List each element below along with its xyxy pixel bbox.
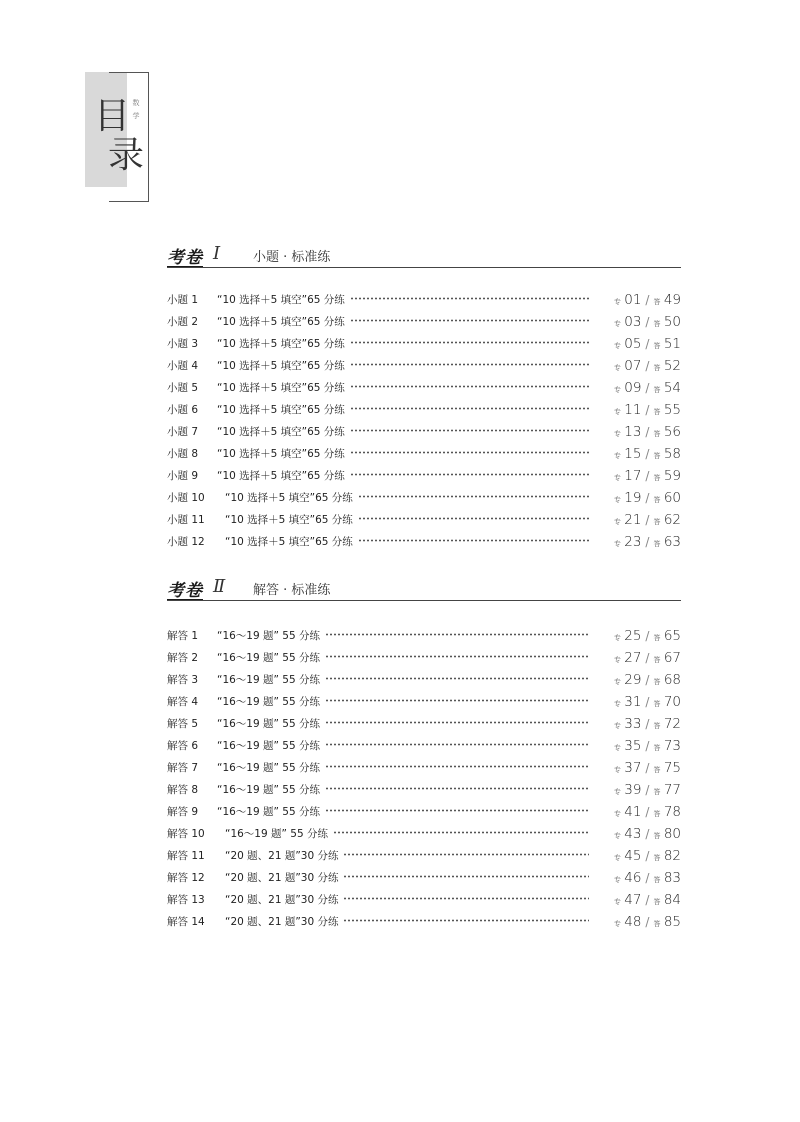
dot-leader bbox=[325, 786, 589, 791]
page-separator: / bbox=[645, 447, 650, 461]
da-marker: 答 bbox=[653, 656, 661, 664]
toc-entry[interactable] bbox=[167, 443, 681, 465]
question-page: 47 bbox=[624, 892, 642, 908]
zhuan-marker: 专 bbox=[613, 518, 621, 526]
entry-pages bbox=[593, 355, 681, 379]
toc-entry[interactable] bbox=[167, 311, 681, 333]
question-page: 48 bbox=[624, 914, 642, 930]
entry-title: “16～19 题” 55 分练 bbox=[217, 625, 323, 647]
entry-pages bbox=[593, 509, 681, 533]
answer-page: 51 bbox=[663, 336, 681, 352]
toc-entry[interactable] bbox=[167, 889, 681, 911]
zhuan-marker: 专 bbox=[613, 920, 621, 928]
zhuan-marker: 专 bbox=[613, 540, 621, 548]
section-label: 考卷 bbox=[167, 581, 203, 601]
dot-leader bbox=[350, 450, 589, 455]
entry-id: 解答 4 bbox=[167, 696, 199, 708]
entry-title: “20 题、21 题”30 分练 bbox=[225, 867, 341, 889]
entry-title: “10 选择＋5 填空”65 分练 bbox=[217, 377, 348, 399]
entry-id: 解答 5 bbox=[167, 718, 199, 730]
entry-pages bbox=[593, 801, 681, 825]
question-page: 01 bbox=[624, 292, 642, 308]
dot-leader bbox=[343, 852, 589, 857]
answer-page: 77 bbox=[663, 782, 681, 798]
answer-page: 72 bbox=[663, 716, 681, 732]
section-title: 小题 · 标准练 bbox=[253, 250, 331, 265]
entry-title: “10 选择＋5 填空”65 分练 bbox=[217, 311, 348, 333]
entry-title: “10 选择＋5 填空”65 分练 bbox=[217, 289, 348, 311]
dot-leader bbox=[350, 296, 589, 301]
zhuan-marker: 专 bbox=[613, 496, 621, 504]
entry-title: “10 选择＋5 填空”65 分练 bbox=[225, 487, 356, 509]
entry-id: 解答 10 bbox=[167, 828, 205, 840]
toc-entry[interactable] bbox=[167, 779, 681, 801]
toc-entry[interactable] bbox=[167, 355, 681, 377]
entry-title: “20 题、21 题”30 分练 bbox=[225, 845, 341, 867]
answer-page: 80 bbox=[663, 826, 681, 842]
toc-entry[interactable] bbox=[167, 801, 681, 823]
page-separator: / bbox=[645, 491, 650, 505]
toc-entry[interactable] bbox=[167, 625, 681, 647]
toc-title-char-2: 录 bbox=[108, 135, 145, 176]
question-page: 43 bbox=[624, 826, 642, 842]
question-page: 15 bbox=[624, 446, 642, 462]
entry-id: 小题 6 bbox=[167, 404, 199, 416]
answer-page: 70 bbox=[663, 694, 681, 710]
entry-title: “10 选择＋5 填空”65 分练 bbox=[217, 399, 348, 421]
entry-id: 小题 1 bbox=[167, 294, 199, 306]
da-marker: 答 bbox=[653, 810, 661, 818]
toc-entry[interactable] bbox=[167, 531, 681, 553]
entry-id: 解答 8 bbox=[167, 784, 199, 796]
zhuan-marker: 专 bbox=[613, 832, 621, 840]
zhuan-marker: 专 bbox=[613, 854, 621, 862]
entry-id: 解答 2 bbox=[167, 652, 199, 664]
zhuan-marker: 专 bbox=[613, 876, 621, 884]
dot-leader bbox=[325, 676, 589, 681]
page-separator: / bbox=[645, 849, 650, 863]
entry-pages bbox=[593, 867, 681, 891]
zhuan-marker: 专 bbox=[613, 898, 621, 906]
question-page: 09 bbox=[624, 380, 642, 396]
entry-pages bbox=[593, 531, 681, 555]
da-marker: 答 bbox=[653, 430, 661, 438]
da-marker: 答 bbox=[653, 364, 661, 372]
answer-page: 59 bbox=[663, 468, 681, 484]
toc-title-char-1: 目 bbox=[94, 96, 131, 137]
toc-entry[interactable] bbox=[167, 421, 681, 443]
da-marker: 答 bbox=[653, 876, 661, 884]
question-page: 11 bbox=[624, 402, 642, 418]
da-marker: 答 bbox=[653, 898, 661, 906]
section-roman: Ⅰ bbox=[213, 243, 221, 264]
entry-pages bbox=[593, 377, 681, 401]
page-separator: / bbox=[645, 425, 650, 439]
da-marker: 答 bbox=[653, 452, 661, 460]
question-page: 17 bbox=[624, 468, 642, 484]
dot-leader bbox=[358, 494, 589, 499]
dot-leader bbox=[325, 654, 589, 659]
da-marker: 答 bbox=[653, 408, 661, 416]
entry-id: 小题 10 bbox=[167, 492, 205, 504]
dot-leader bbox=[350, 340, 589, 345]
entry-title: “10 选择＋5 填空”65 分练 bbox=[217, 421, 348, 443]
dot-leader bbox=[343, 918, 589, 923]
toc-entry[interactable] bbox=[167, 509, 681, 531]
question-page: 35 bbox=[624, 738, 642, 754]
entry-id: 解答 1 bbox=[167, 630, 199, 642]
zhuan-marker: 专 bbox=[613, 320, 621, 328]
page-separator: / bbox=[645, 315, 650, 329]
entry-title: “20 题、21 题”30 分练 bbox=[225, 889, 341, 911]
question-page: 07 bbox=[624, 358, 642, 374]
page-separator: / bbox=[645, 871, 650, 885]
entry-title: “10 选择＋5 填空”65 分练 bbox=[225, 531, 356, 553]
zhuan-marker: 专 bbox=[613, 700, 621, 708]
zhuan-marker: 专 bbox=[613, 766, 621, 774]
toc-entry[interactable] bbox=[167, 399, 681, 421]
zhuan-marker: 专 bbox=[613, 386, 621, 394]
entry-id: 解答 3 bbox=[167, 674, 199, 686]
page-separator: / bbox=[645, 827, 650, 841]
dot-leader bbox=[325, 742, 589, 747]
toc-entry[interactable] bbox=[167, 713, 681, 735]
dot-leader bbox=[350, 362, 589, 367]
entry-pages bbox=[593, 845, 681, 869]
zhuan-marker: 专 bbox=[613, 452, 621, 460]
dot-leader bbox=[343, 874, 589, 879]
page-separator: / bbox=[645, 805, 650, 819]
page-separator: / bbox=[645, 717, 650, 731]
entry-title: “20 题、21 题”30 分练 bbox=[225, 911, 341, 933]
answer-page: 62 bbox=[663, 512, 681, 528]
toc-entry[interactable] bbox=[167, 647, 681, 669]
answer-page: 56 bbox=[663, 424, 681, 440]
dot-leader bbox=[325, 808, 589, 813]
entry-id: 解答 11 bbox=[167, 850, 205, 862]
entry-id: 小题 3 bbox=[167, 338, 199, 350]
da-marker: 答 bbox=[653, 634, 661, 642]
page-separator: / bbox=[645, 783, 650, 797]
dot-leader bbox=[350, 406, 589, 411]
answer-page: 60 bbox=[663, 490, 681, 506]
entry-pages bbox=[593, 889, 681, 913]
page-separator: / bbox=[645, 359, 650, 373]
da-marker: 答 bbox=[653, 744, 661, 752]
entry-pages bbox=[593, 487, 681, 511]
entry-pages bbox=[593, 757, 681, 781]
answer-page: 83 bbox=[663, 870, 681, 886]
entry-title: “10 选择＋5 填空”65 分练 bbox=[217, 465, 348, 487]
entry-id: 小题 11 bbox=[167, 514, 205, 526]
da-marker: 答 bbox=[653, 854, 661, 862]
page-separator: / bbox=[645, 695, 650, 709]
page-separator: / bbox=[645, 739, 650, 753]
dot-leader bbox=[343, 896, 589, 901]
entry-pages bbox=[593, 713, 681, 737]
subject-label: 数学 bbox=[132, 99, 140, 120]
entry-title: “10 选择＋5 填空”65 分练 bbox=[217, 443, 348, 465]
da-marker: 答 bbox=[653, 342, 661, 350]
question-page: 25 bbox=[624, 628, 642, 644]
question-page: 39 bbox=[624, 782, 642, 798]
da-marker: 答 bbox=[653, 496, 661, 504]
entry-title: “16～19 题” 55 分练 bbox=[217, 669, 323, 691]
section-title: 解答 · 标准练 bbox=[253, 583, 331, 598]
entry-title: “10 选择＋5 填空”65 分练 bbox=[217, 355, 348, 377]
answer-page: 54 bbox=[663, 380, 681, 396]
page-separator: / bbox=[645, 761, 650, 775]
da-marker: 答 bbox=[653, 540, 661, 548]
page-separator: / bbox=[645, 337, 650, 351]
answer-page: 75 bbox=[663, 760, 681, 776]
section-header-1 bbox=[167, 243, 681, 268]
zhuan-marker: 专 bbox=[613, 678, 621, 686]
page-separator: / bbox=[645, 915, 650, 929]
entry-id: 小题 2 bbox=[167, 316, 199, 328]
toc-entry[interactable] bbox=[167, 669, 681, 691]
entry-title: “10 选择＋5 填空”65 分练 bbox=[225, 509, 356, 531]
entry-pages bbox=[593, 399, 681, 423]
dot-leader bbox=[350, 384, 589, 389]
entry-title: “16～19 题” 55 分练 bbox=[217, 691, 323, 713]
toc-entry[interactable] bbox=[167, 867, 681, 889]
toc-entry[interactable] bbox=[167, 735, 681, 757]
da-marker: 答 bbox=[653, 298, 661, 306]
dot-leader bbox=[325, 720, 589, 725]
toc-entry[interactable] bbox=[167, 487, 681, 509]
entry-id: 解答 6 bbox=[167, 740, 199, 752]
da-marker: 答 bbox=[653, 832, 661, 840]
page-separator: / bbox=[645, 381, 650, 395]
question-page: 05 bbox=[624, 336, 642, 352]
entry-id: 解答 9 bbox=[167, 806, 199, 818]
question-page: 46 bbox=[624, 870, 642, 886]
da-marker: 答 bbox=[653, 722, 661, 730]
answer-page: 85 bbox=[663, 914, 681, 930]
answer-page: 68 bbox=[663, 672, 681, 688]
da-marker: 答 bbox=[653, 700, 661, 708]
entry-title: “16～19 题” 55 分练 bbox=[217, 713, 323, 735]
entry-pages bbox=[593, 779, 681, 803]
dot-leader bbox=[350, 318, 589, 323]
question-page: 41 bbox=[624, 804, 642, 820]
entry-id: 小题 12 bbox=[167, 536, 205, 548]
dot-leader bbox=[358, 516, 589, 521]
zhuan-marker: 专 bbox=[613, 364, 621, 372]
entry-title: “16～19 题” 55 分练 bbox=[217, 801, 323, 823]
entry-title: “16～19 题” 55 分练 bbox=[217, 779, 323, 801]
toc-entry[interactable] bbox=[167, 823, 681, 845]
entry-title: “10 选择＋5 填空”65 分练 bbox=[217, 333, 348, 355]
entry-id: 解答 14 bbox=[167, 916, 205, 928]
answer-page: 63 bbox=[663, 534, 681, 550]
answer-page: 50 bbox=[663, 314, 681, 330]
toc-entry[interactable] bbox=[167, 911, 681, 933]
dot-leader bbox=[325, 632, 589, 637]
zhuan-marker: 专 bbox=[613, 342, 621, 350]
question-page: 19 bbox=[624, 490, 642, 506]
toc-entry[interactable] bbox=[167, 757, 681, 779]
da-marker: 答 bbox=[653, 766, 661, 774]
toc-entry[interactable] bbox=[167, 465, 681, 487]
answer-page: 49 bbox=[663, 292, 681, 308]
question-page: 03 bbox=[624, 314, 642, 330]
entry-pages bbox=[593, 625, 681, 649]
entry-pages bbox=[593, 691, 681, 715]
entry-pages bbox=[593, 443, 681, 467]
entry-id: 解答 12 bbox=[167, 872, 205, 884]
zhuan-marker: 专 bbox=[613, 634, 621, 642]
zhuan-marker: 专 bbox=[613, 474, 621, 482]
zhuan-marker: 专 bbox=[613, 408, 621, 416]
zhuan-marker: 专 bbox=[613, 744, 621, 752]
entry-pages bbox=[593, 311, 681, 335]
entry-title: “16～19 题” 55 分练 bbox=[225, 823, 331, 845]
answer-page: 78 bbox=[663, 804, 681, 820]
entry-id: 小题 7 bbox=[167, 426, 199, 438]
answer-page: 82 bbox=[663, 848, 681, 864]
page-separator: / bbox=[645, 469, 650, 483]
question-page: 29 bbox=[624, 672, 642, 688]
zhuan-marker: 专 bbox=[613, 430, 621, 438]
section-label: 考卷 bbox=[167, 248, 203, 268]
da-marker: 答 bbox=[653, 788, 661, 796]
entry-id: 小题 9 bbox=[167, 470, 199, 482]
page-separator: / bbox=[645, 403, 650, 417]
dot-leader bbox=[325, 764, 589, 769]
da-marker: 答 bbox=[653, 320, 661, 328]
dot-leader bbox=[333, 830, 589, 835]
entry-id: 小题 4 bbox=[167, 360, 199, 372]
toc-entry[interactable] bbox=[167, 691, 681, 713]
answer-page: 73 bbox=[663, 738, 681, 754]
dot-leader bbox=[358, 538, 589, 543]
answer-page: 55 bbox=[663, 402, 681, 418]
dot-leader bbox=[350, 472, 589, 477]
toc-entry[interactable] bbox=[167, 289, 681, 311]
zhuan-marker: 专 bbox=[613, 298, 621, 306]
answer-page: 65 bbox=[663, 628, 681, 644]
section-roman: Ⅱ bbox=[213, 576, 226, 597]
entry-id: 小题 8 bbox=[167, 448, 199, 460]
toc-entry[interactable] bbox=[167, 845, 681, 867]
question-page: 27 bbox=[624, 650, 642, 666]
page-separator: / bbox=[645, 535, 650, 549]
entry-title: “16～19 题” 55 分练 bbox=[217, 757, 323, 779]
page-separator: / bbox=[645, 893, 650, 907]
entry-pages bbox=[593, 647, 681, 671]
toc-entry[interactable] bbox=[167, 377, 681, 399]
toc-entry[interactable] bbox=[167, 333, 681, 355]
section-header-2 bbox=[167, 576, 681, 601]
entry-id: 解答 13 bbox=[167, 894, 205, 906]
entry-id: 解答 7 bbox=[167, 762, 199, 774]
da-marker: 答 bbox=[653, 386, 661, 394]
page-separator: / bbox=[645, 293, 650, 307]
question-page: 23 bbox=[624, 534, 642, 550]
toc-list-1 bbox=[167, 289, 681, 553]
da-marker: 答 bbox=[653, 474, 661, 482]
question-page: 13 bbox=[624, 424, 642, 440]
toc-list-2 bbox=[167, 625, 681, 933]
entry-pages bbox=[593, 465, 681, 489]
entry-pages bbox=[593, 333, 681, 357]
answer-page: 67 bbox=[663, 650, 681, 666]
page-separator: / bbox=[645, 629, 650, 643]
page-separator: / bbox=[645, 513, 650, 527]
answer-page: 58 bbox=[663, 446, 681, 462]
answer-page: 84 bbox=[663, 892, 681, 908]
question-page: 37 bbox=[624, 760, 642, 776]
entry-pages bbox=[593, 735, 681, 759]
entry-title: “16～19 题” 55 分练 bbox=[217, 647, 323, 669]
da-marker: 答 bbox=[653, 518, 661, 526]
entry-pages bbox=[593, 421, 681, 445]
da-marker: 答 bbox=[653, 678, 661, 686]
zhuan-marker: 专 bbox=[613, 656, 621, 664]
entry-pages bbox=[593, 823, 681, 847]
entry-id: 小题 5 bbox=[167, 382, 199, 394]
entry-title: “16～19 题” 55 分练 bbox=[217, 735, 323, 757]
question-page: 31 bbox=[624, 694, 642, 710]
page-separator: / bbox=[645, 673, 650, 687]
zhuan-marker: 专 bbox=[613, 810, 621, 818]
dot-leader bbox=[325, 698, 589, 703]
zhuan-marker: 专 bbox=[613, 722, 621, 730]
dot-leader bbox=[350, 428, 589, 433]
entry-pages bbox=[593, 289, 681, 313]
zhuan-marker: 专 bbox=[613, 788, 621, 796]
question-page: 21 bbox=[624, 512, 642, 528]
page-separator: / bbox=[645, 651, 650, 665]
entry-pages bbox=[593, 911, 681, 935]
da-marker: 答 bbox=[653, 920, 661, 928]
entry-pages bbox=[593, 669, 681, 693]
answer-page: 52 bbox=[663, 358, 681, 374]
question-page: 45 bbox=[624, 848, 642, 864]
question-page: 33 bbox=[624, 716, 642, 732]
